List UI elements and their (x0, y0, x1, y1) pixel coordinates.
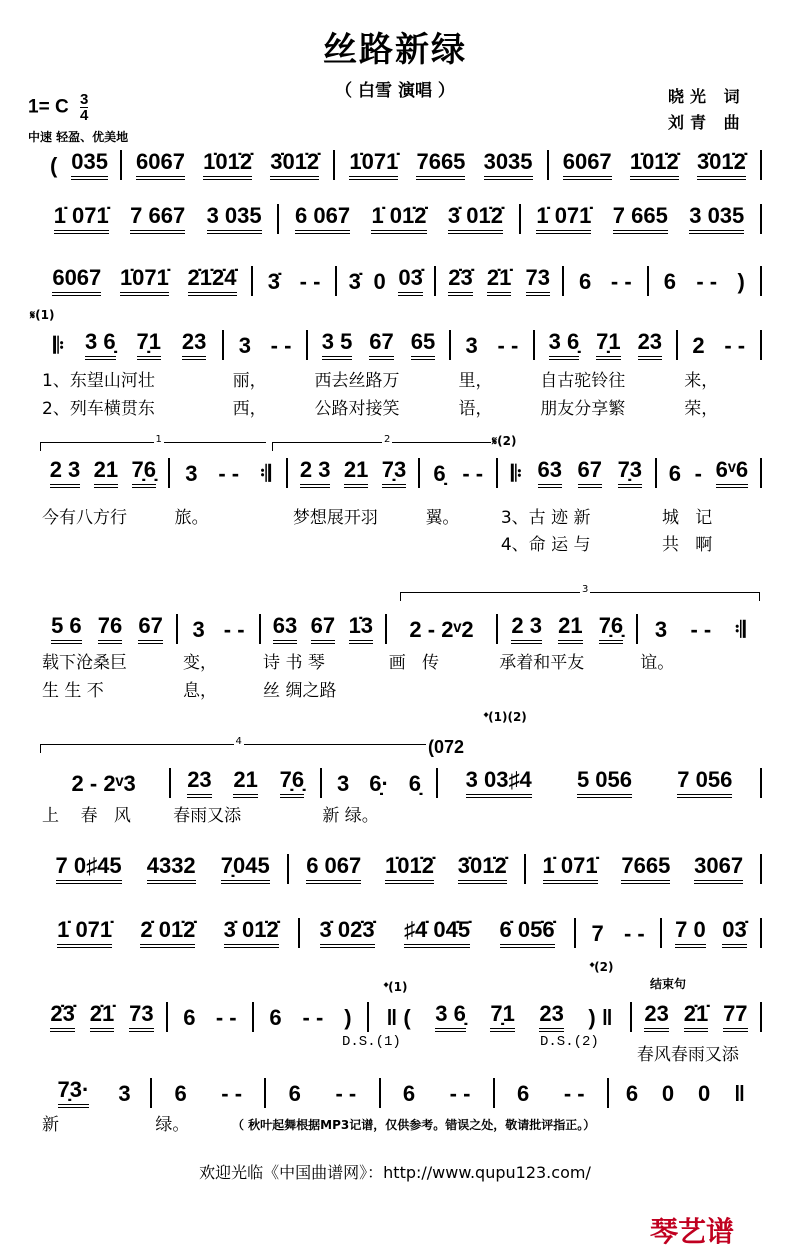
note-group: 3 6̣ (85, 330, 116, 360)
lyric-segment: 共 啊 (662, 535, 713, 555)
measure (38, 204, 277, 234)
measure (636, 614, 762, 644)
lyrics-line (38, 394, 762, 419)
note-group: ( (49, 153, 58, 178)
measure (655, 458, 762, 488)
note-group: 2 3 (300, 458, 331, 488)
note-group: 76 (98, 614, 122, 644)
measure (574, 918, 659, 948)
note-group: 63 (538, 458, 562, 488)
note-group: 23 (644, 1002, 668, 1032)
note-group: - - (215, 1005, 237, 1030)
note-group: 23 (539, 1002, 563, 1032)
ending-bracket-3 (400, 584, 760, 601)
lyric-segment (636, 676, 762, 701)
note-group: 6 067 (295, 204, 350, 234)
note-group: ‖ ( (386, 1005, 411, 1030)
lyric-segment: 诗 书 琴 (263, 653, 325, 673)
measure (38, 614, 176, 644)
measure (333, 150, 546, 180)
note-group: 3 (238, 333, 251, 358)
transcription-note: （ 秋叶起舞根据MP3记谱，仅供参考。错误之处，敬请批评指正。） (232, 1118, 596, 1132)
note-group: 1̇3 (349, 614, 373, 644)
coda-1-2-mark: 𝄌(1)(2) (484, 710, 527, 724)
note-group: 3̇ (348, 269, 361, 294)
note-group: 6 (663, 269, 676, 294)
key-signature (28, 92, 88, 123)
note-group: - - (497, 333, 519, 358)
measure (379, 1078, 493, 1108)
note-group: 2̇3̇ (448, 266, 472, 296)
measure (38, 150, 120, 180)
staff-row (38, 998, 762, 1032)
note-group: 7 0 (675, 918, 706, 948)
note-group: 6 (183, 1005, 196, 1030)
measure (562, 266, 646, 296)
time-sig-top: 3 (79, 91, 89, 108)
note-group: 0 (661, 1081, 675, 1106)
lyric-segment: 丝 绸之路 (263, 681, 337, 701)
note-group: ) (344, 1005, 352, 1030)
staff-row (38, 146, 762, 180)
lyrics-line (38, 676, 762, 701)
note-group: 1̇ 071̇ (54, 204, 109, 234)
note-group: 2 3 (511, 614, 542, 644)
note-group: - - (270, 333, 292, 358)
note-group: 03̇ (722, 918, 746, 948)
note-group: 3̇01̇2̇ (697, 150, 746, 180)
note-group: 5 056 (577, 768, 632, 798)
note-group: 77 (723, 1002, 747, 1032)
note-group: 23 (187, 768, 211, 798)
lyric-segment (495, 676, 636, 701)
note-group: 𝄆 (511, 461, 522, 486)
note-group: 3 03♯4 (466, 768, 532, 798)
lyric-segment: 息， (182, 681, 217, 701)
note-group: 3 (185, 461, 198, 486)
note-group: 6 067 (306, 854, 361, 884)
coda-2-mark: 𝄌(2) (590, 960, 614, 974)
note-group: 3 6̣ (549, 330, 580, 360)
note-group: 𝄆 (53, 333, 65, 358)
lyric-segment (171, 530, 289, 555)
note-group: - - (335, 1081, 357, 1106)
note-group: - - (610, 269, 632, 294)
lyric-segment: 西， (232, 399, 267, 419)
song-title: 丝路新绿 (323, 30, 467, 70)
lyric-segment: 语， (458, 399, 493, 419)
lyricist: 晓光 词 (668, 87, 746, 106)
note-group: 1̇071̇ (349, 150, 398, 180)
measure (449, 330, 533, 360)
note-group: 63 (273, 614, 297, 644)
note-group: 3 (465, 333, 478, 358)
note-group: 𝄇 (734, 617, 746, 642)
measure (38, 768, 169, 798)
note-group: 1̇01̇2̇ (630, 150, 679, 180)
lyric-segment: 梦想展开羽 (292, 508, 378, 528)
lyric-segment: 4、命 运 与 (500, 535, 591, 555)
lyric-segment: 荣， (684, 399, 719, 419)
ending-number: 1 (155, 434, 162, 445)
note-group: 3035 (484, 150, 533, 180)
note-group: 3 (118, 1081, 131, 1106)
measure (436, 768, 762, 798)
staff-row (38, 200, 762, 234)
key-label: 1= C (28, 96, 69, 118)
note-group: 7665 (621, 854, 670, 884)
lyric-segment: 载下沧桑巨 (42, 653, 127, 673)
note-group: 1̇ 071̇ (543, 854, 598, 884)
lyric-segment: 上 春 风 (42, 806, 131, 826)
measure (519, 204, 762, 234)
ds-2-mark: D.S.(2) (540, 1034, 599, 1050)
note-group: - - (221, 1081, 243, 1106)
note-group: 6̣· (369, 771, 389, 796)
note-group: 7̣6̣ (132, 458, 156, 488)
staff-row (38, 1074, 762, 1108)
note-group: 67 (369, 330, 393, 360)
lyric-segment: 谊。 (640, 653, 675, 673)
measure (547, 150, 762, 180)
measure (259, 614, 385, 644)
staff-row (38, 764, 762, 798)
note-group: 6̣ (433, 461, 446, 486)
lyric-segment: 绿。 (155, 1115, 190, 1135)
website-footer: 欢迎光临《中国曲谱网》：http://www.qupu123.com/ (199, 1163, 591, 1182)
note-group: 67 (138, 614, 162, 644)
measure (524, 854, 762, 884)
lyric-segment: 来， (684, 371, 719, 391)
note-group: 03̇ (398, 266, 422, 296)
lyric-segment: 丽， (232, 371, 267, 391)
note-group: - - (690, 617, 712, 642)
ending-bracket-2 (272, 434, 491, 451)
note-group: 2 - 2ᵛ3 (71, 771, 136, 796)
coda-1-mark: 𝄌(1) (384, 980, 408, 994)
tempo-marking: 中速 轻盈、优美地 (28, 130, 129, 144)
note-group: 6 (625, 1081, 639, 1106)
note-group: 3 5 (322, 330, 353, 360)
note-group: - - (302, 1005, 324, 1030)
note-group: 0 (698, 1081, 711, 1106)
note-group: 6 (517, 1081, 530, 1106)
note-group: 3 035 (207, 204, 262, 234)
note-group: 2̇1̇ (90, 1002, 114, 1032)
note-group: 6 (269, 1005, 282, 1030)
ds-1-mark: D.S.(1) (342, 1034, 401, 1050)
lyric-segment: 西去丝路万 (314, 371, 400, 391)
note-group: 2̇1̇ (684, 1002, 708, 1032)
note-group: 1̇ 071̇ (536, 204, 591, 234)
staff-row (38, 914, 762, 948)
note-group: 7665 (416, 150, 465, 180)
measure (306, 330, 448, 360)
measure (286, 458, 418, 488)
note-group: 3 (654, 617, 668, 642)
lyric-segment: 新 绿。 (322, 806, 379, 826)
lyrics-line (38, 648, 762, 673)
lyric-segment: 翼。 (425, 508, 460, 528)
measure (251, 266, 335, 296)
measure (434, 266, 562, 296)
lyric-segment (431, 801, 762, 826)
note-group: 6067 (52, 266, 101, 296)
note-group: 7̣3 (382, 458, 406, 488)
staff-row (38, 326, 762, 360)
measure (38, 1078, 150, 1108)
lyric-segment: 春风春雨又添 (636, 1045, 739, 1065)
note-group: 6067 (563, 150, 612, 180)
note-group: 3̇01̇2̇ (458, 854, 507, 884)
lyric-segment: 自古驼铃往 (540, 371, 626, 391)
note-group: 3̇01̇2̇ (270, 150, 319, 180)
measure (320, 768, 436, 798)
note-group: 6 (578, 269, 592, 294)
measure (150, 1078, 264, 1108)
note-group: 5 6 (51, 614, 82, 644)
note-group: 73 (526, 266, 550, 296)
lyric-segment (289, 530, 422, 555)
ending-phrase-label: 结束句 (650, 977, 687, 991)
measure (298, 918, 575, 948)
note-group: - (694, 461, 702, 486)
note-group: 7̣045 (221, 854, 270, 884)
note-group: 7 667 (130, 204, 185, 234)
note-group: 6067 (136, 150, 185, 180)
note-group: 7 665 (613, 204, 668, 234)
measure (630, 1002, 762, 1032)
measure (169, 768, 320, 798)
note-group: 035 (71, 150, 108, 180)
note-group: - - (449, 1081, 471, 1106)
measure (493, 1078, 607, 1108)
lyric-segment: 画 传 (388, 653, 439, 673)
note-group: 7̣3· (58, 1078, 90, 1108)
note-group: 2 3 (50, 458, 81, 488)
note-group: - - (223, 617, 245, 642)
measure (367, 1002, 630, 1032)
note-group: 2 - 2ᵛ2 (409, 617, 474, 642)
note-group: 1̇ 01̇2̇ (371, 204, 426, 234)
staff-row (38, 454, 762, 488)
note-group: 3 6̣ (435, 1002, 466, 1032)
note-group: ) (737, 269, 745, 294)
note-group: 3̇ 01̇2̇ (448, 204, 503, 234)
note-group: ♯4̇ 04̇5̇ (404, 918, 470, 948)
measure (287, 854, 523, 884)
lyric-segment: 城 记 (662, 508, 713, 528)
measure (264, 1078, 378, 1108)
composer: 刘青 曲 (668, 113, 746, 132)
lyric-segment: 新 (42, 1115, 59, 1135)
lyric-segment (38, 530, 171, 555)
measure (168, 458, 286, 488)
note-group: 7 0♯45 (56, 854, 122, 884)
measure (120, 150, 333, 180)
note-group: 7̣3 (618, 458, 642, 488)
note-group: 67 (311, 614, 335, 644)
lyric-segment: 春雨又添 (173, 806, 242, 826)
lyric-segment (167, 1040, 249, 1065)
note-group: 7 (591, 921, 604, 946)
measure (660, 918, 762, 948)
measure (496, 458, 654, 488)
note-group: ) ‖ (588, 1005, 613, 1030)
note-group: 0 (373, 269, 386, 294)
note-group: 21 (233, 768, 257, 798)
lyric-segment: 公路对接笑 (314, 399, 400, 419)
lyric-segment: 3、古 迹 新 (500, 508, 591, 528)
note-group: 7̣1 (490, 1002, 514, 1032)
measure (166, 1002, 252, 1032)
note-group: 73 (129, 1002, 153, 1032)
note-group: - - (696, 269, 718, 294)
note-group: 1̇01̇2̇ (385, 854, 434, 884)
ending-bracket-4 (40, 736, 426, 753)
measure (38, 266, 251, 296)
lyric-segment (421, 530, 496, 555)
note-group: 67 (578, 458, 602, 488)
note-group: 2 (692, 333, 705, 358)
note-group: 23 (182, 330, 206, 360)
staff-row (38, 850, 762, 884)
lyric-segment: 变， (182, 653, 217, 673)
note-group: 6ᵛ6 (716, 458, 748, 488)
measure (647, 266, 762, 296)
site-logo: 琴艺谱 (650, 1215, 735, 1248)
lyrics-line (38, 366, 762, 391)
time-signature (80, 92, 88, 123)
note-group: 3̇ 01̇2̇ (224, 918, 279, 948)
note-group: 2̇1̇ (487, 266, 511, 296)
measure (533, 330, 675, 360)
lyrics-line (38, 801, 762, 826)
note-group: 3̇ (267, 269, 280, 294)
pickup-notes: (072 (428, 737, 465, 757)
note-group: 7 056 (677, 768, 732, 798)
note-group: 1̇ 071̇ (57, 918, 112, 948)
lyric-segment: 旅。 (174, 508, 209, 528)
ending-number: 2 (384, 434, 391, 445)
measure (38, 1002, 166, 1032)
measure (38, 854, 287, 884)
note-group: 6 (402, 1081, 416, 1106)
note-group: 2̇1̇2̇4̇ (188, 266, 237, 296)
note-group: 7̣6̣ (280, 768, 304, 798)
lyrics-line (38, 503, 762, 528)
measure (335, 266, 434, 296)
note-group: 6 (288, 1081, 301, 1106)
lyric-segment: 承着和平友 (499, 653, 585, 673)
measure (607, 1078, 762, 1108)
note-group: 7̣6̣ (599, 614, 623, 644)
note-group: 21 (344, 458, 368, 488)
note-group: - - (563, 1081, 585, 1106)
segno-2-mark: 𝄋(2) (492, 434, 517, 448)
lyric-segment (605, 1110, 762, 1135)
lyric-segment: 朋友分享繁 (540, 399, 626, 419)
ending-bracket-1 (40, 434, 266, 451)
measure (418, 458, 497, 488)
note-group: - - (623, 921, 645, 946)
note-group: 7̣1 (137, 330, 161, 360)
measure (38, 330, 222, 360)
note-group: 4332 (147, 854, 196, 884)
lyric-segment: 今有八方行 (42, 508, 127, 528)
note-group: 65 (411, 330, 435, 360)
note-group: 23 (638, 330, 662, 360)
note-group: - - (218, 461, 240, 486)
lyric-segment: 里， (458, 371, 493, 391)
measure (277, 204, 518, 234)
measure (385, 614, 497, 644)
lyric-segment (385, 676, 496, 701)
note-group: 3 035 (689, 204, 744, 234)
note-group: 3 (192, 617, 205, 642)
measure (252, 1002, 367, 1032)
lyric-segment: 1、东望山河壮 (42, 371, 155, 391)
note-group: 6̇ 05̇6̇ (500, 918, 555, 948)
note-group: 7̣1 (596, 330, 620, 360)
note-group: 1̇01̇2̇ (203, 150, 252, 180)
measure (176, 614, 259, 644)
lyric-segment (38, 1040, 167, 1065)
ending-number: 4 (235, 736, 242, 747)
note-group: - - (299, 269, 321, 294)
note-group: 3 (336, 771, 350, 796)
note-group: - - (724, 333, 746, 358)
note-group: 6 (174, 1081, 187, 1106)
note-group: 3̇ 02̇3̇ (320, 918, 375, 948)
lyric-segment: 生 生 不 (42, 681, 104, 701)
note-group: 2̇ 01̇2̇ (140, 918, 195, 948)
ending-number: 3 (582, 584, 589, 595)
staff-row (38, 262, 762, 296)
lyrics-line (38, 530, 762, 555)
measure (676, 330, 762, 360)
measure (38, 458, 168, 488)
note-group: 21 (94, 458, 118, 488)
measure (496, 614, 636, 644)
time-sig-bottom: 4 (79, 107, 89, 124)
note-group: 𝄇 (260, 461, 271, 486)
note-group: - - (462, 461, 484, 486)
measure (38, 918, 298, 948)
staff-row (38, 610, 762, 644)
measure (222, 330, 306, 360)
segno-1-mark: 𝄋(1) (30, 308, 55, 322)
note-group: 3067 (694, 854, 743, 884)
note-group: 21 (558, 614, 582, 644)
note-group: 2̇3̇ (50, 1002, 74, 1032)
lyric-segment: 2、列车横贯东 (42, 399, 155, 419)
note-group: 1̇071̇ (120, 266, 169, 296)
note-group: 6 (668, 461, 681, 486)
singer: （ 白雪 演唱 ） (335, 81, 455, 101)
note-group: ‖ (734, 1081, 746, 1106)
note-group: 6̣ (408, 771, 421, 796)
